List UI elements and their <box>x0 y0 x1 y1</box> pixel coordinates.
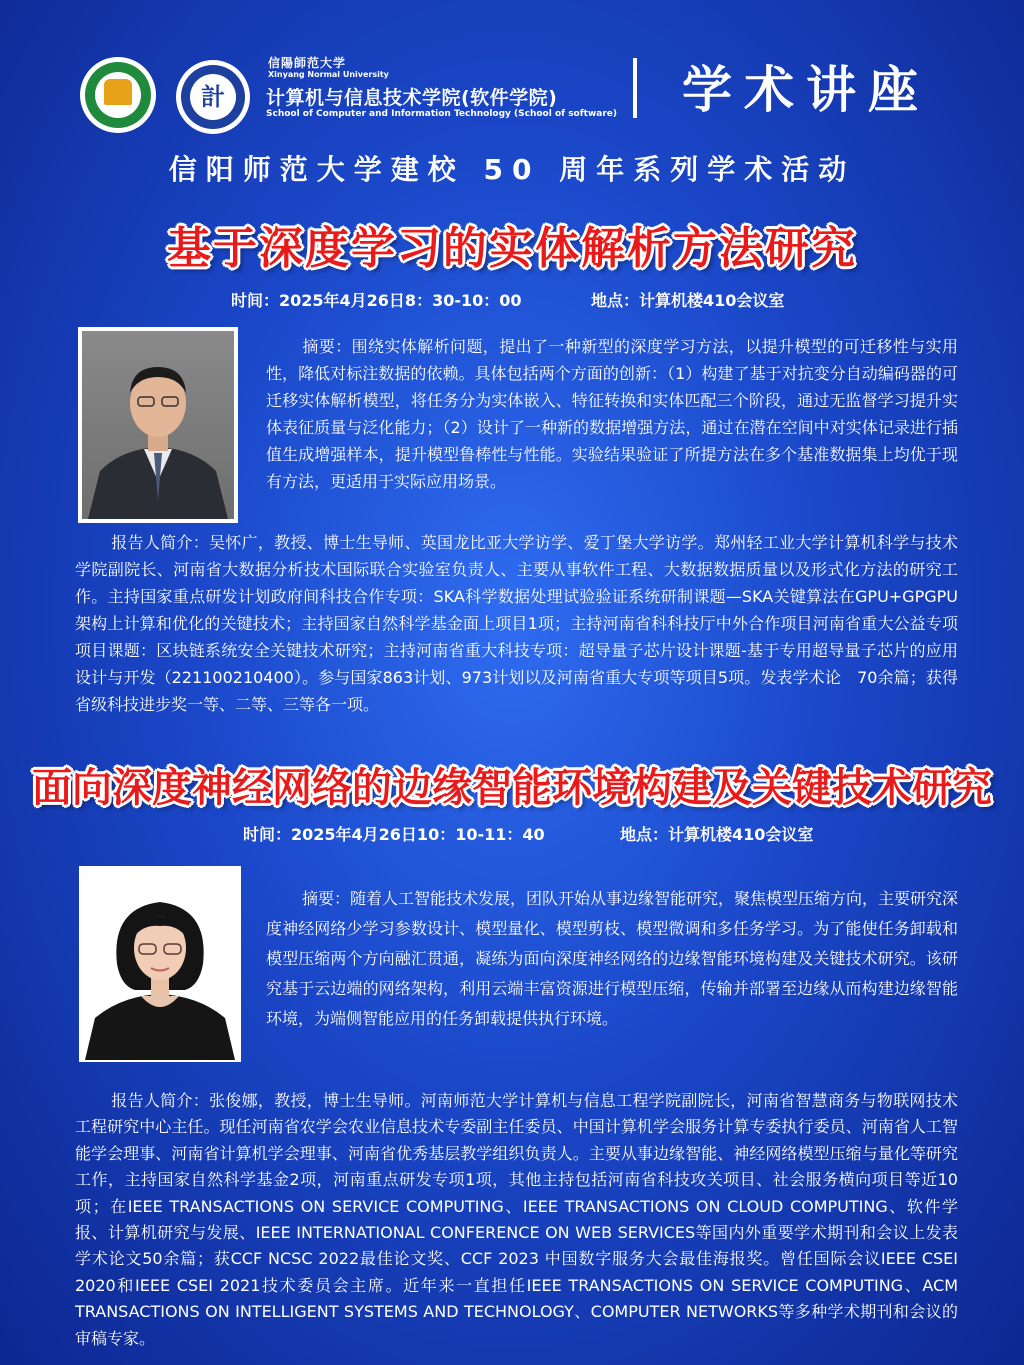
talk-1-title: 基于深度学习的实体解析方法研究 <box>167 223 857 274</box>
talk-2-bio <box>75 1088 958 1352</box>
talk-2-title: 面向深度神经网络的边缘智能环境构建及关键技术研究 <box>32 765 992 811</box>
college-name-en: School of Computer and Information Technology (School of software) <box>266 109 617 119</box>
talk-1-abstract <box>266 333 958 495</box>
talk-1-bio <box>75 529 958 718</box>
university-logo <box>80 57 156 133</box>
speaker-2-photo <box>79 866 241 1062</box>
university-name-en: Xinyang Normal University <box>268 70 389 79</box>
talk-1-abstract-text: 摘要：围绕实体解析问题，提出了一种新型的深度学习方法，以提升模型的可迁移性与实用性，降低对标注数据的依赖。具体包括两个方面的创新：（1）构建了基于对抗变分自动编码器的可迁移实体解析模型，将任务分为实体嵌入、特征转换和实体匹配三个阶段，通过无监督学习提升实体表征质量与泛化能力；（2）设计了一种新的数据增强方法，通过在潜在空间中对实体记录进行插值生成增强样本，提升模型鲁棒性与性能。实验结果验证了所提方法在多个基准数据集上均优于现有方法，更适用于实际应用场景。 <box>266 337 958 491</box>
talk-2-bio-text: 报告人简介：张俊娜，教授，博士生导师。河南师范大学计算机与信息工程学院副院长，河南省智慧商务与物联网技术工程研究中心主任。现任河南省农学会农业信息技术专委副主任委员、中国计算机学会服务计算专委执行委员、河南省人工智能学会理事、河南省计算机学会理事、河南省优秀基层教学组织负责人。主要从事边缘智能、神经网络模型压缩与量化等研究工作，主持国家自然科学基金2项，河南重点研发专项1项，其他主持包括河南省科技攻关项目、社会服务横向项目等近10项；在IEEE TRANSACTIONS ON SERVICE COMPUTING、IEEE TRANSACTIONS ON CLOUD COMPUTING、软件学报、计算机研究与发展、IEEE INTERNATIONAL CONFERENCE ON WEB SERVICES等国内外重要学术期刊和会议上发表学术论文50余篇；获CCF NCSC 2022最佳论文奖、CCF 2023 中国数字服务大会最佳海报奖。曾任国际会议IEEE CSEI 2020和IEEE CSEI 2021技术委员会主席。近年来一直担任IEEE TRANSACTIONS ON SERVICE COMPUTING、ACM TRANSACTIONS ON INTELLIGENT SYSTEMS AND TECHNOLOGY、COMPUTER NETWORKS等多种学术期刊和会议的审稿专家。 <box>75 1091 958 1348</box>
college-logo <box>176 60 250 134</box>
speaker-1-photo <box>78 327 238 523</box>
lecture-label: 学术讲座 <box>682 61 930 119</box>
talk-2-abstract-text: 摘要：随着人工智能技术发展，团队开始从事边缘智能研究，聚焦模型压缩方向，主要研究深度神经网络少学习参数设计、模型量化、模型剪枝、模型微调和多任务学习。为了能使任务卸载和模型压缩两个方向融汇贯通，凝练为面向深度神经网络的边缘智能环境构建及关键技术研究。该研究基于云边端的网络架构，利用云端丰富资源进行模型压缩，传输并部署至边缘从而构建边缘智能环境，为端侧智能应用的任务卸载提供执行环境。 <box>266 889 959 1028</box>
talk-2-abstract <box>266 884 958 1034</box>
talk-1-time: 时间：2025年4月26日8：30-10：00 <box>231 291 522 310</box>
talk-2-time: 时间：2025年4月26日10：10-11：40 <box>243 825 545 844</box>
college-logo-glyph: 計 <box>190 74 236 120</box>
series-title: 信阳师范大学建校 50 周年系列学术活动 <box>168 153 856 186</box>
talk-1-location: 地点：计算机楼410会议室 <box>591 291 785 310</box>
header-divider <box>633 58 637 118</box>
university-name: 信陽師范大学 <box>268 56 347 70</box>
talk-1-bio-text: 报告人简介：吴怀广，教授、博士生导师、英国龙比亚大学访学、爱丁堡大学访学。郑州轻工业大学计算机科学与技术学院副院长、河南省大数据分析技术国际联合实验室负责人、主要从事软件工程、大数据数据质量以及形式化方法的研究工作。主持国家重点研发计划政府间科技合作专项：SKA科学数据处理试验验证系统研制课题—SKA关键算法在GPU+GPGPU架构上计算和优化的关键技术；主持国家自然科学基金面上项目1项；主持河南省科科技厅中外合作项目河南省重大公益专项项目课题：区块链系统安全关键技术研究；主持河南省重大科技专项：超导量子芯片设计课题-基于专用超导量子芯片的应用设计与开发（221100210400）。参与国家863计划、973计划以及河南省重大专项等项目5项。发表学术论 70余篇；获得省级科技进步奖一等、二等、三等各一项。 <box>75 533 958 714</box>
college-name: 计算机与信息技术学院(软件学院) <box>266 87 558 109</box>
talk-2-location: 地点：计算机楼410会议室 <box>620 825 814 844</box>
